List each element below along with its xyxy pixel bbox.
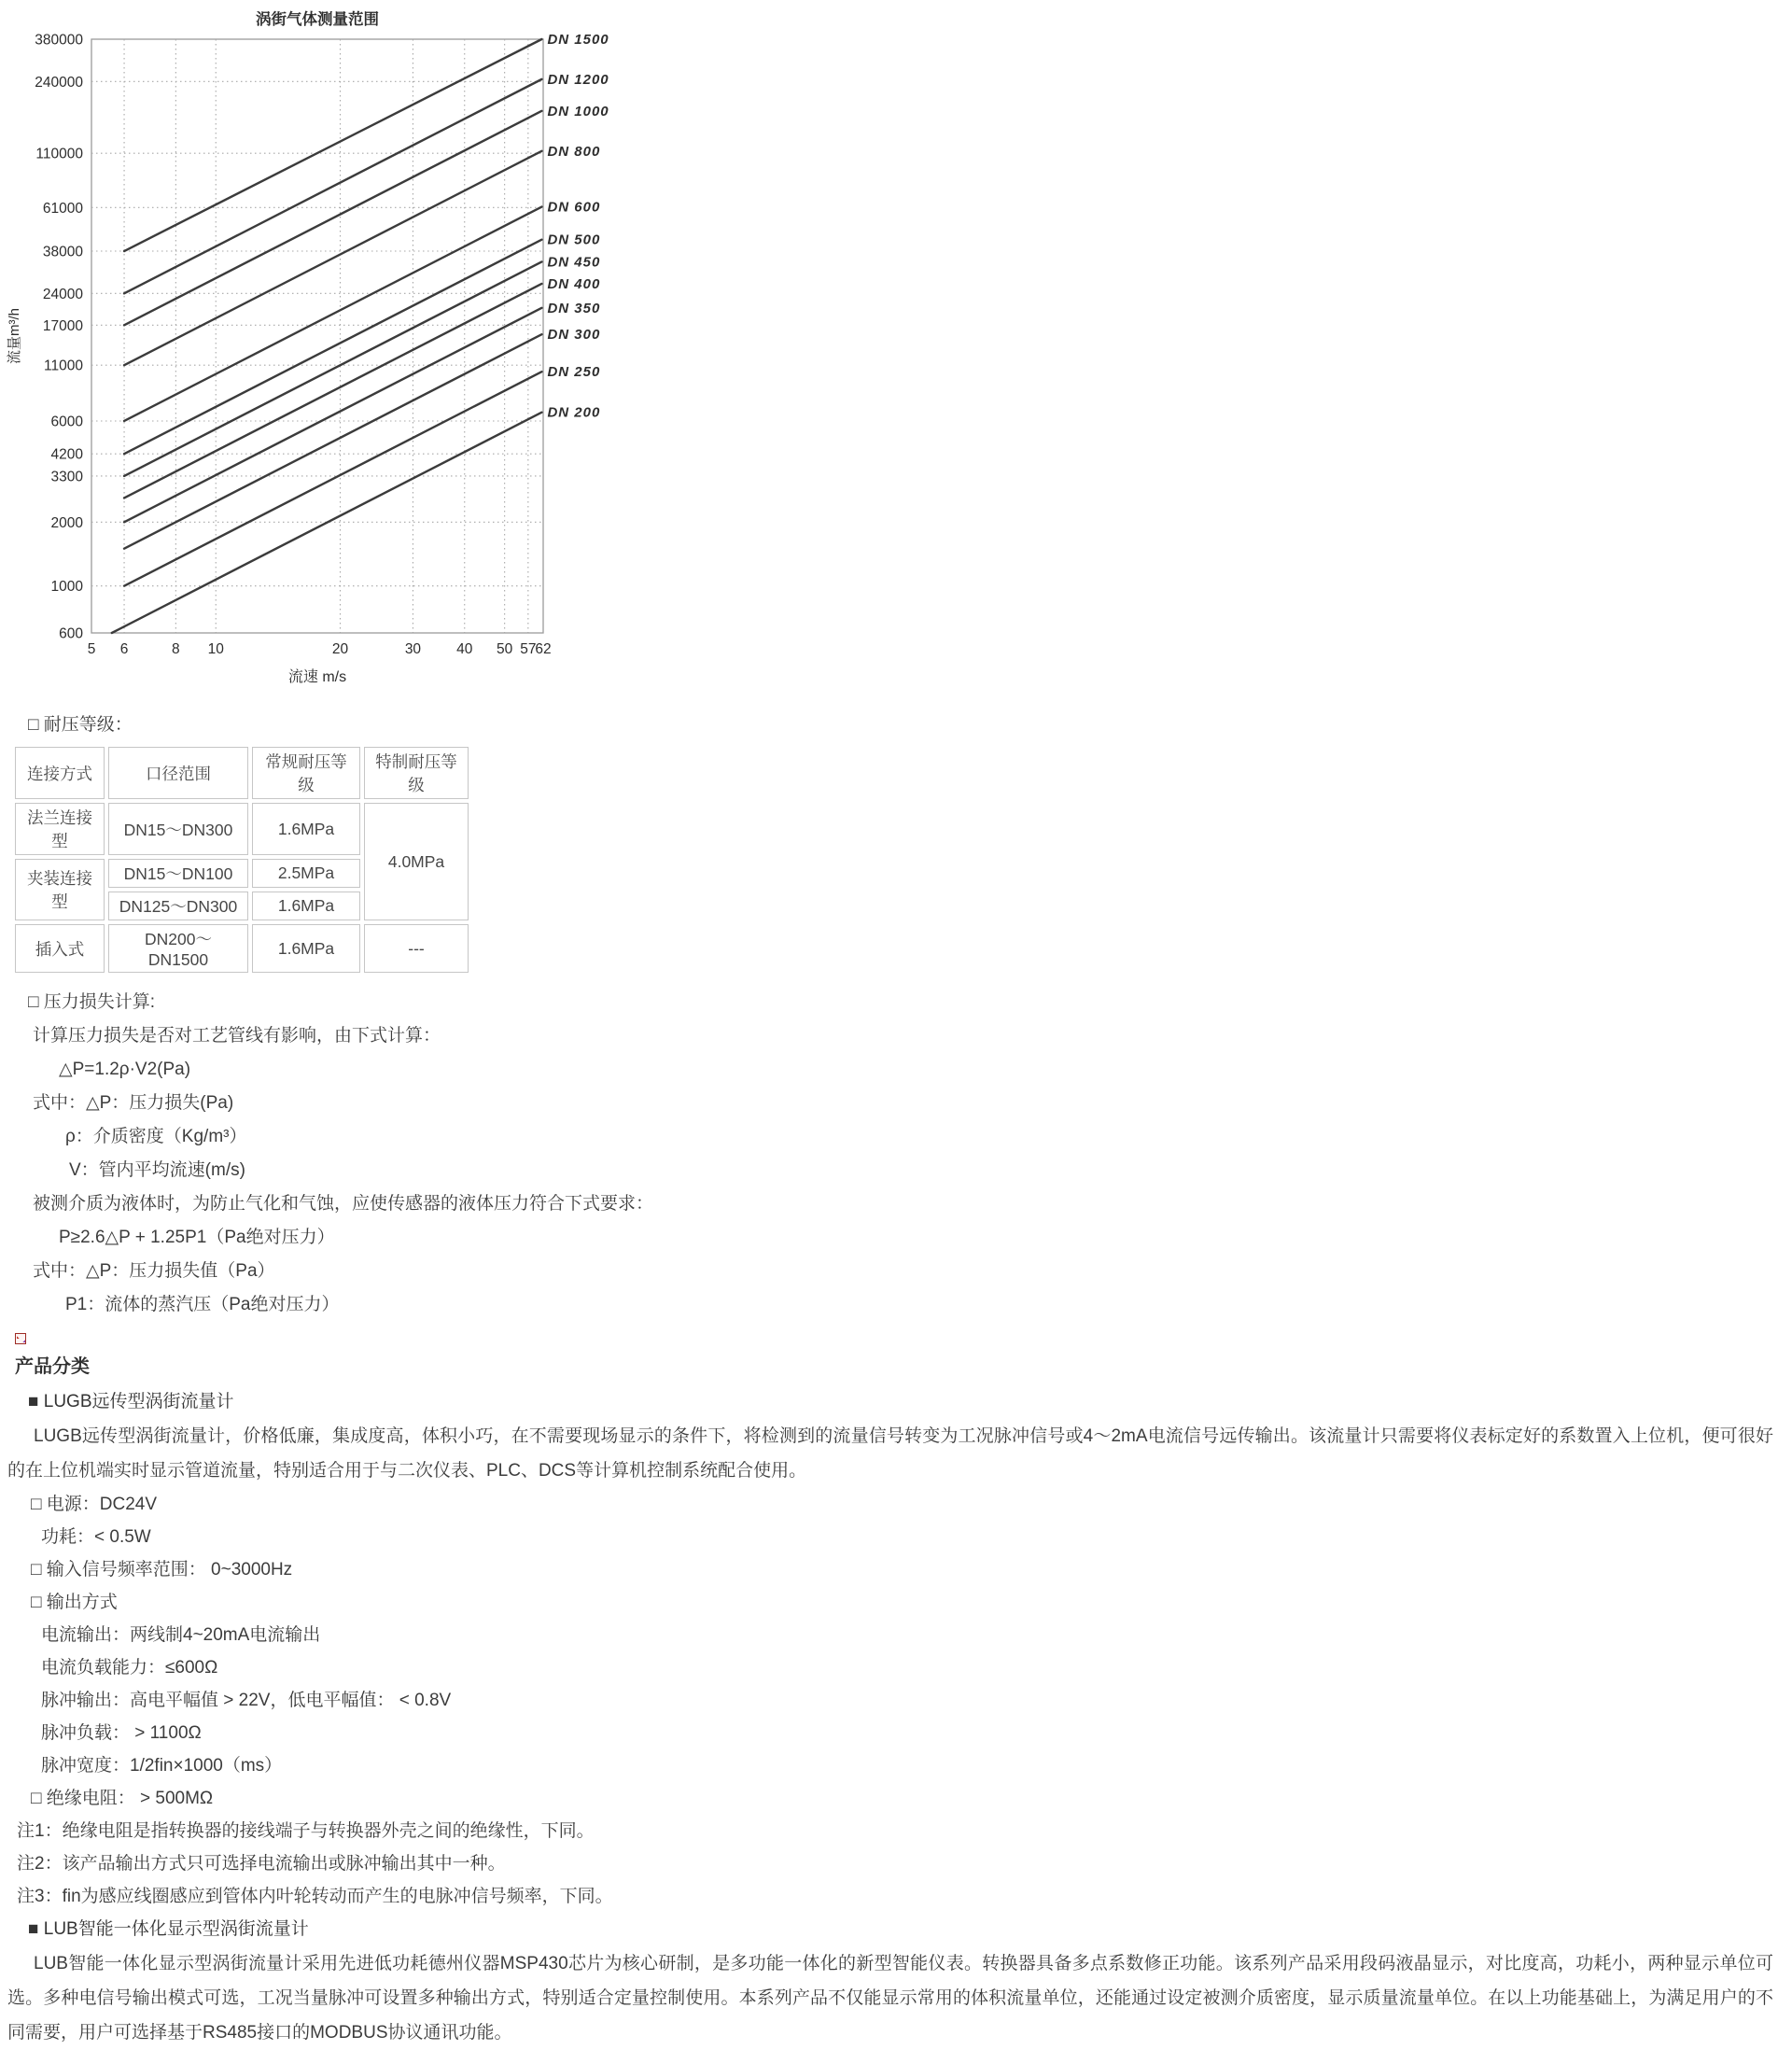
cell-insert-range: DN200～DN1500 <box>108 924 248 973</box>
svg-text:600: 600 <box>59 625 83 642</box>
svg-text:1000: 1000 <box>50 579 83 596</box>
svg-text:DN 600: DN 600 <box>547 199 601 216</box>
spec-pulse-output: 脉冲输出：高电平幅值 > 22V，低电平幅值： < 0.8V <box>41 1691 452 1710</box>
pressure-loss-formula: △P=1.2ρ·V2(Pa) <box>59 1060 191 1079</box>
spec-note-2: 注2：该产品输出方式只可选择电流输出或脉冲输出其中一种。 <box>17 1854 506 1874</box>
cell-flange-rating: 1.6MPa <box>252 803 360 855</box>
col-header-connection: 连接方式 <box>15 747 105 799</box>
flow-range-chart <box>4 6 676 692</box>
flow-range-chart-svg <box>4 6 676 692</box>
spec-note-3: 注3：fin为感应线圈感应到管体内叶轮转动而产生的电脉冲信号频率，下同。 <box>17 1887 613 1906</box>
svg-text:10: 10 <box>207 641 224 657</box>
col-header-diameter-range: 口径范围 <box>108 747 248 799</box>
cell-special-rating: 4.0MPa <box>364 803 469 920</box>
cell-clamp-rating-2: 1.6MPa <box>252 892 360 920</box>
svg-text:DN 250: DN 250 <box>547 364 601 381</box>
svg-text:380000: 380000 <box>35 32 83 49</box>
svg-text:3300: 3300 <box>50 469 83 485</box>
col-header-special-rating: 特制耐压等级 <box>364 747 469 799</box>
spec-output-mode: □ 输出方式 <box>31 1593 118 1612</box>
pressure-loss-line: 计算压力损失是否对工艺管线有影响，由下式计算： <box>33 1026 441 1046</box>
svg-text:40: 40 <box>456 641 473 657</box>
svg-text:DN 1000: DN 1000 <box>547 103 609 119</box>
cell-clamp-range-1: DN15～DN100 <box>108 859 248 888</box>
svg-text:8: 8 <box>172 641 180 657</box>
spec-note-1: 注1：绝缘电阻是指转换器的接线端子与转换器外壳之间的绝缘性，下同。 <box>17 1821 595 1841</box>
lub-product-title: ■ LUB智能一体化显示型涡街流量计 <box>28 1919 309 1939</box>
cell-insert-rating: 1.6MPa <box>252 924 360 973</box>
svg-text:DN 300: DN 300 <box>547 327 601 344</box>
spec-pulse-load: 脉冲负载： > 1100Ω <box>41 1723 202 1743</box>
spec-input-frequency: □ 输入信号频率范围： 0~3000Hz <box>31 1560 293 1580</box>
svg-text:DN 200: DN 200 <box>547 404 601 421</box>
svg-text:DN 800: DN 800 <box>547 143 601 160</box>
broken-image-icon <box>15 1333 26 1344</box>
spec-current-load: 电流负载能力：≤600Ω <box>41 1658 218 1678</box>
cell-flange-range: DN15～DN300 <box>108 803 248 855</box>
spec-insulation: □ 绝缘电阻： > 500MΩ <box>31 1789 214 1808</box>
cell-clamp-range-2: DN125～DN300 <box>108 892 248 920</box>
spec-pulse-width: 脉冲宽度：1/2fin×1000（ms） <box>41 1756 283 1776</box>
pressure-rating-table <box>11 743 472 976</box>
spec-current-output: 电流输出：两线制4~20mA电流输出 <box>41 1625 321 1645</box>
spec-power: □ 电源：DC24V <box>31 1495 158 1514</box>
svg-text:流速 m/s: 流速 m/s <box>287 669 347 685</box>
svg-text:6000: 6000 <box>50 414 83 430</box>
svg-text:24000: 24000 <box>42 286 83 302</box>
page <box>0 6 1792 2043</box>
svg-text:DN 500: DN 500 <box>547 232 601 248</box>
lugb-product-paragraph: LUGB远传型涡街流量计，价格低廉，集成度高，体积小巧，在不需要现场显示的条件下，将检测到的流量信号转变为工况脉冲信号或4～2mA电流信号远传输出。该流量计只需要将仪表标定好的系数置入上位机，便可很好的在上位机端实时显示管道流量，特别适合用于与二次仪表、PLC、DCS等计算机控制系统配合使用。 <box>7 1426 1773 1481</box>
lugb-product-title: ■ LUGB远传型涡街流量计 <box>28 1392 234 1411</box>
svg-text:240000: 240000 <box>35 74 83 91</box>
cell-insert-type: 插入式 <box>15 924 105 973</box>
pressure-loss-line: 式中：△P：压力损失(Pa) <box>33 1093 234 1113</box>
table-row <box>15 803 469 855</box>
broken-image-row <box>15 1329 1777 1346</box>
pressure-loss-formula: P≥2.6△P + 1.25P1（Pa绝对压力） <box>59 1228 335 1247</box>
svg-text:30: 30 <box>404 641 422 657</box>
pressure-loss-line: ρ：介质密度（Kg/m³） <box>65 1127 247 1146</box>
svg-text:38000: 38000 <box>42 244 83 260</box>
col-header-standard-rating: 常规耐压等级 <box>252 747 360 799</box>
svg-text:4200: 4200 <box>50 446 83 463</box>
svg-text:17000: 17000 <box>42 317 83 334</box>
svg-text:5: 5 <box>87 641 96 657</box>
pressure-loss-block <box>7 986 1777 1322</box>
svg-text:2000: 2000 <box>50 514 83 531</box>
svg-text:DN 1200: DN 1200 <box>547 71 609 88</box>
svg-text:57: 57 <box>520 641 537 657</box>
cell-clamp-type: 夹装连接型 <box>15 859 105 920</box>
document-body <box>0 710 1792 2050</box>
lugb-spec-list <box>7 1488 1777 1913</box>
pressure-loss-line: 式中：△P：压力损失值（Pa） <box>33 1261 275 1281</box>
svg-text:涡街气体测量范围: 涡街气体测量范围 <box>256 11 379 28</box>
pressure-loss-title: □ 压力损失计算: <box>28 992 156 1012</box>
table-row <box>15 924 469 973</box>
svg-text:62: 62 <box>535 641 552 657</box>
pressure-loss-line: P1：流体的蒸汽压（Pa绝对压力） <box>65 1295 340 1314</box>
cell-flange-type: 法兰连接型 <box>15 803 105 855</box>
table-header-row <box>15 747 469 799</box>
cell-clamp-rating-1: 2.5MPa <box>252 859 360 888</box>
lub-product-paragraph: LUB智能一体化显示型涡街流量计采用先进低功耗德州仪器MSP430芯片为核心研制，是多功能一体化的新型智能仪表。转换器具备多点系数修正功能。该系列产品采用段码液晶显示，对比度高，功耗小，两种显示单位可选。多种电信号输出模式可选，工况当量脉冲可设置多种输出方式，特别适合定量控制使用。本系列产品不仅能显示常用的体积流量单位，还能通过设定被测介质密度，显示质量流量单位。在以上功能基础上，为满足用户的不同需要，用户可选择基于RS485接口的MODBUS协议通讯功能。 <box>7 1954 1773 2043</box>
svg-text:DN 400: DN 400 <box>547 275 601 292</box>
cell-insert-special: --- <box>364 924 469 973</box>
svg-text:流量m³/h: 流量m³/h <box>7 307 22 365</box>
svg-text:110000: 110000 <box>35 146 83 162</box>
product-category-heading: 产品分类 <box>15 1356 90 1377</box>
svg-text:DN 1500: DN 1500 <box>547 32 609 48</box>
pressure-rating-section-title: □ 耐压等级： <box>28 715 133 735</box>
svg-text:61000: 61000 <box>42 200 83 217</box>
svg-text:20: 20 <box>331 641 349 657</box>
svg-text:11000: 11000 <box>44 358 83 374</box>
pressure-loss-line: V：管内平均流速(m/s) <box>69 1160 245 1180</box>
svg-text:DN 450: DN 450 <box>547 254 601 271</box>
pressure-loss-line: 被测介质为液体时，为防止气化和气蚀，应使传感器的液体压力符合下式要求： <box>33 1194 654 1214</box>
svg-text:50: 50 <box>497 641 513 657</box>
svg-text:6: 6 <box>119 641 129 657</box>
svg-text:DN 350: DN 350 <box>547 300 601 316</box>
spec-consumption: 功耗：< 0.5W <box>41 1527 151 1547</box>
